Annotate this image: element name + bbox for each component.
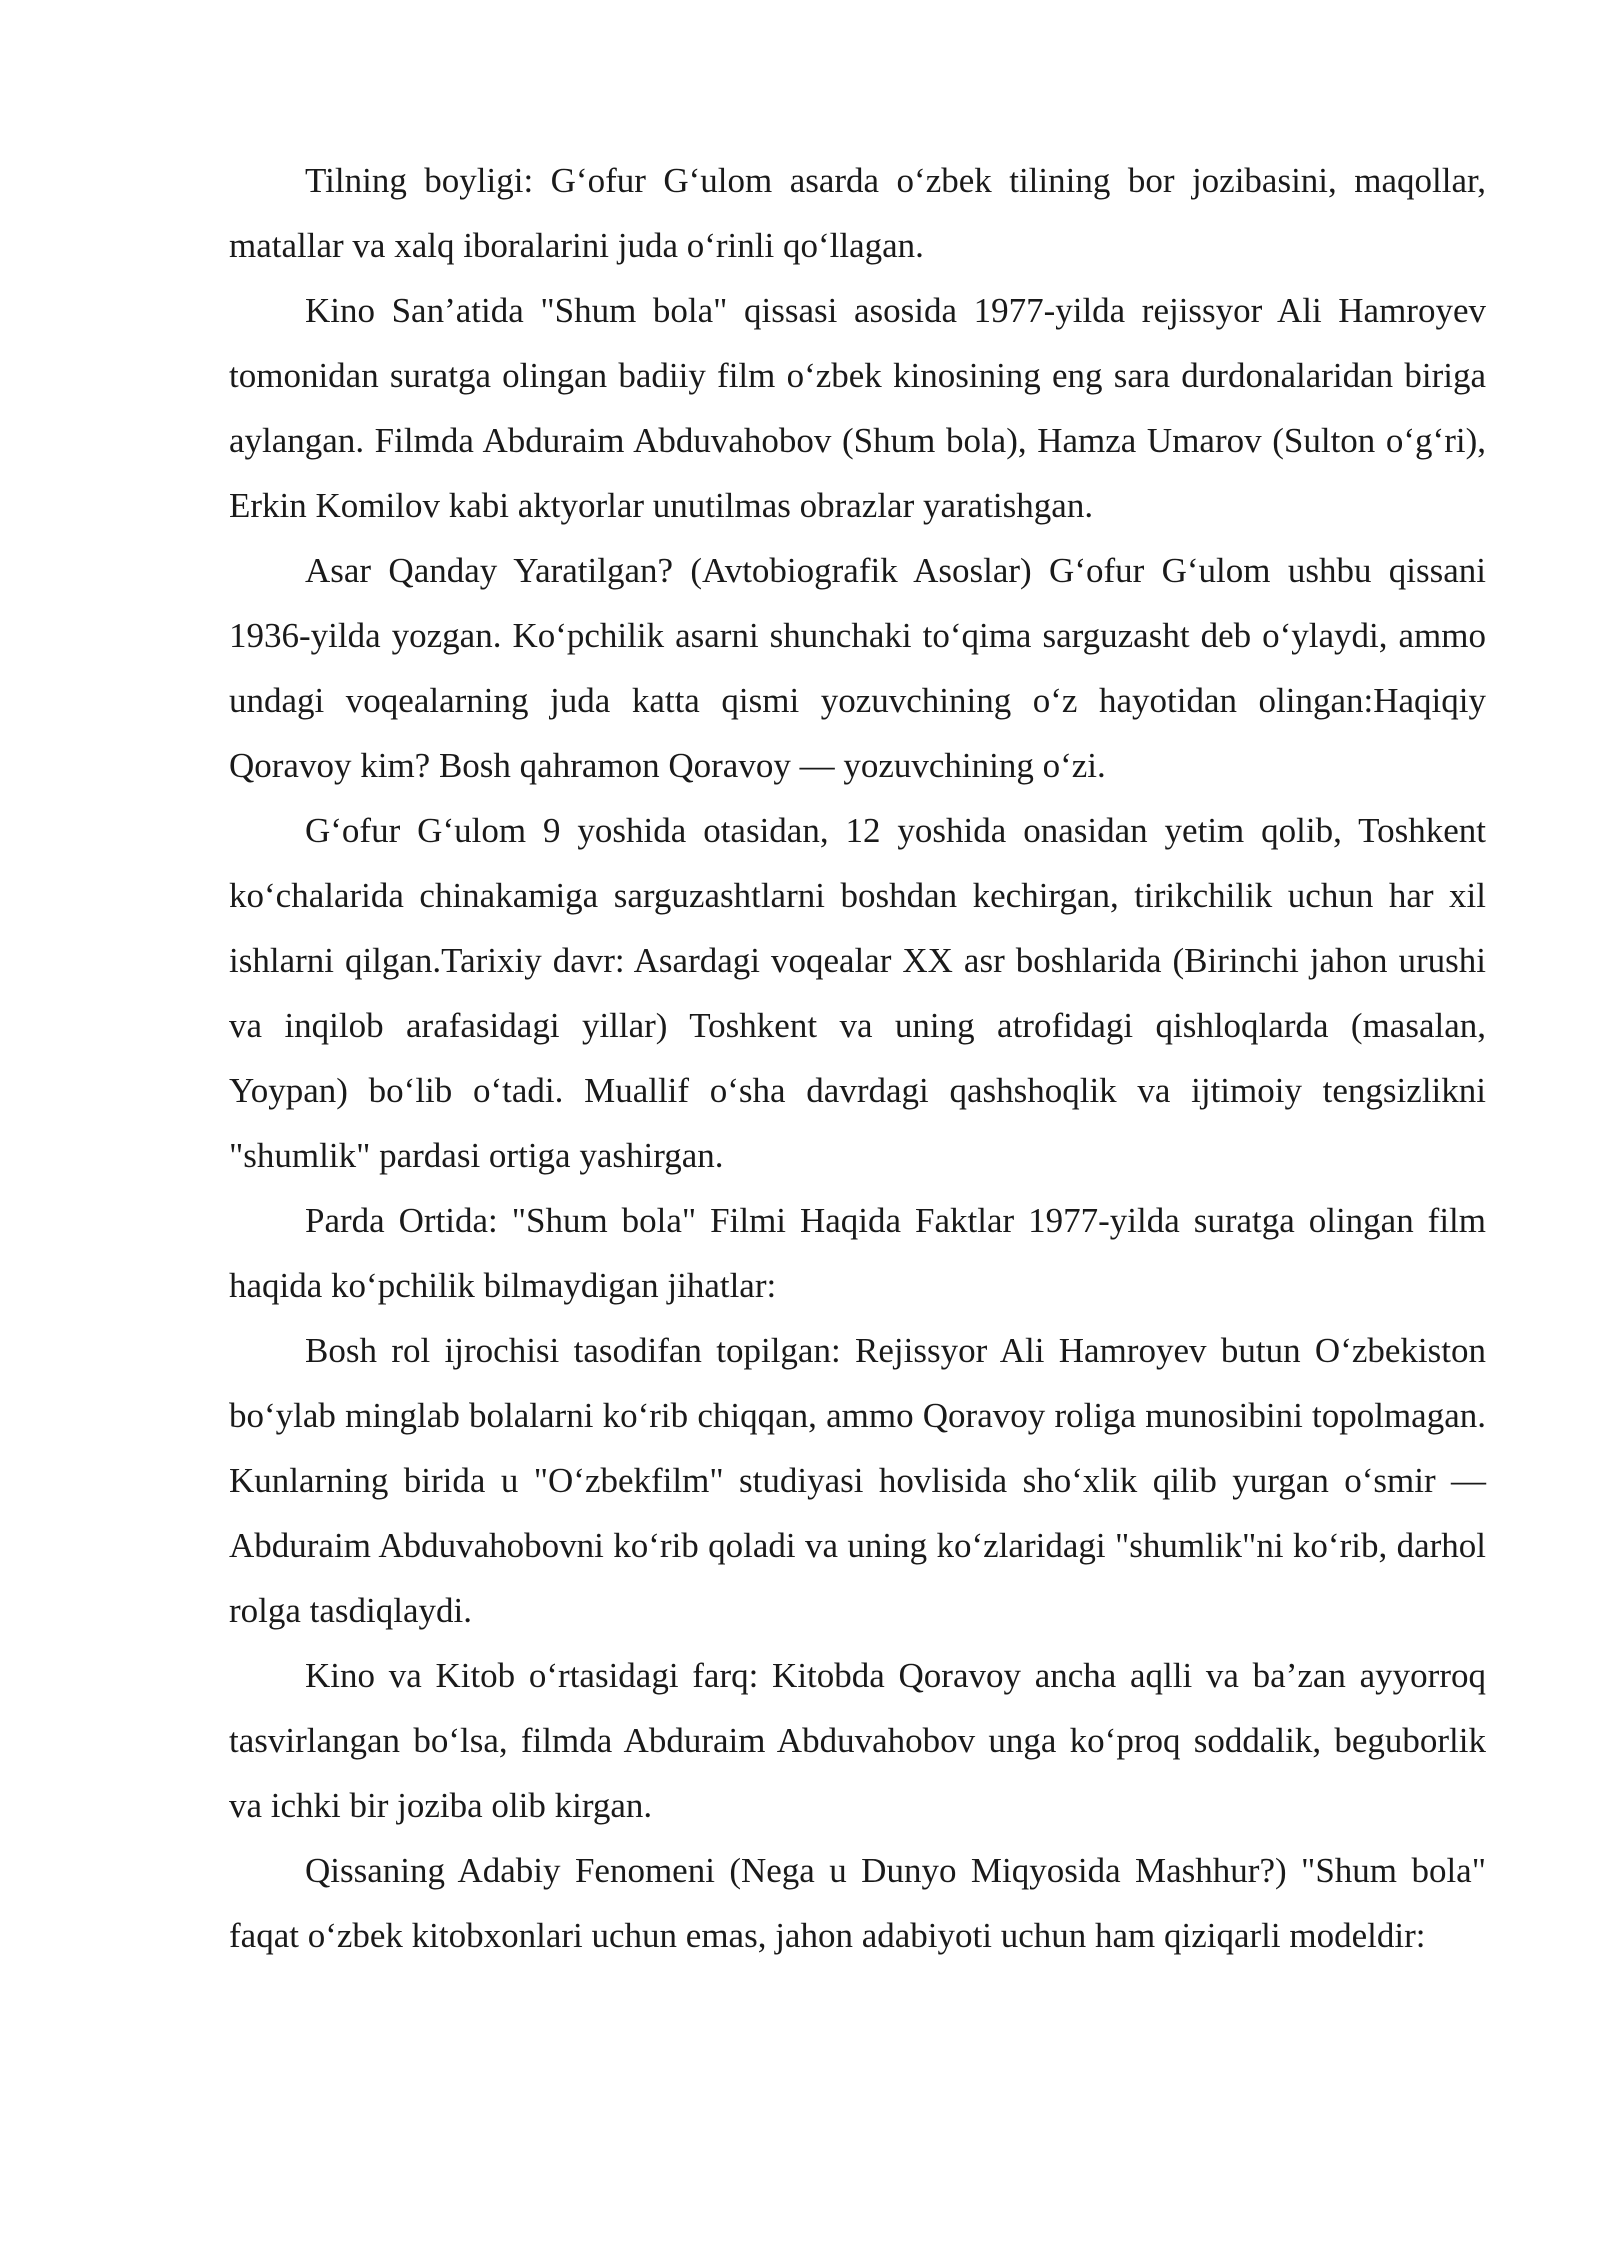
paragraph: Kino San’atida "Shum bola" qissasi asosida 1977-yilda rejissyor Ali Hamroyev tomonidan suratga olingan badiiy film oʻzbek kinosining eng sara durdonalaridan biriga aylangan. Filmda Abduraim Abduvahobov (Shum bola), Hamza Umarov (Sulton oʻgʻri), Erkin Komilov kabi aktyorlar unutilmas obrazlar yaratishgan. (229, 291, 1486, 525)
document-body (229, 148, 1486, 1968)
paragraph: Asar Qanday Yaratilgan? (Avtobiografik Asoslar) Gʻofur Gʻulom ushbu qissani 1936-yilda yozgan. Koʻpchilik asarni shunchaki toʻqima sarguzasht deb oʻylaydi, ammo undagi voqealarning juda katta qismi yozuvchining oʻz hayotidan olingan:Haqiqiy Qoravoy kim? Bosh qahramon Qoravoy — yozuvchining oʻzi. (229, 551, 1486, 785)
paragraph: Bosh rol ijrochisi tasodifan topilgan: Rejissyor Ali Hamroyev butun Oʻzbekiston boʻylab minglab bolalarni koʻrib chiqqan, ammo Qoravoy roliga munosibini topolmagan. Kunlarning birida u "Oʻzbekfilm" studiyasi hovlisida shoʻxlik qilib yurgan oʻsmir — Abduraim Abduvahobovni koʻrib qoladi va uning koʻzlaridagi "shumlik"ni koʻrib, darhol rolga tasdiqlaydi. (229, 1331, 1486, 1630)
paragraph: Parda Ortida: "Shum bola" Filmi Haqida Faktlar 1977-yilda suratga olingan film haqida koʻpchilik bilmaydigan jihatlar: (229, 1201, 1486, 1305)
paragraph: Tilning boyligi: Gʻofur Gʻulom asarda oʻzbek tilining bor jozibasini, maqollar, matallar va xalq iboralarini juda oʻrinli qoʻllagan. (229, 161, 1486, 265)
paragraph: Kino va Kitob oʻrtasidagi farq: Kitobda Qoravoy ancha aqlli va ba’zan ayyorroq tasvirlangan boʻlsa, filmda Abduraim Abduvahobov unga koʻproq soddalik, beguborlik va ichki bir joziba olib kirgan. (229, 1656, 1486, 1825)
paragraph: Gʻofur Gʻulom 9 yoshida otasidan, 12 yoshida onasidan yetim qolib, Toshkent koʻchalarida chinakamiga sarguzashtlarni boshdan kechirgan, tirikchilik uchun har xil ishlarni qilgan.Tarixiy davr: Asardagi voqealar XX asr boshlarida (Birinchi jahon urushi va inqilob arafasidagi yillar) Toshkent va uning atrofidagi qishloqlarda (masalan, Yoypan) boʻlib oʻtadi. Muallif oʻsha davrdagi qashshoqlik va ijtimoiy tengsizlikni "shumlik" pardasi ortiga yashirgan. (229, 811, 1486, 1175)
paragraph: Qissaning Adabiy Fenomeni (Nega u Dunyo Miqyosida Mashhur?) "Shum bola" faqat oʻzbek kitobxonlari uchun emas, jahon adabiyoti uchun ham qiziqarli modeldir: (229, 1851, 1486, 1955)
